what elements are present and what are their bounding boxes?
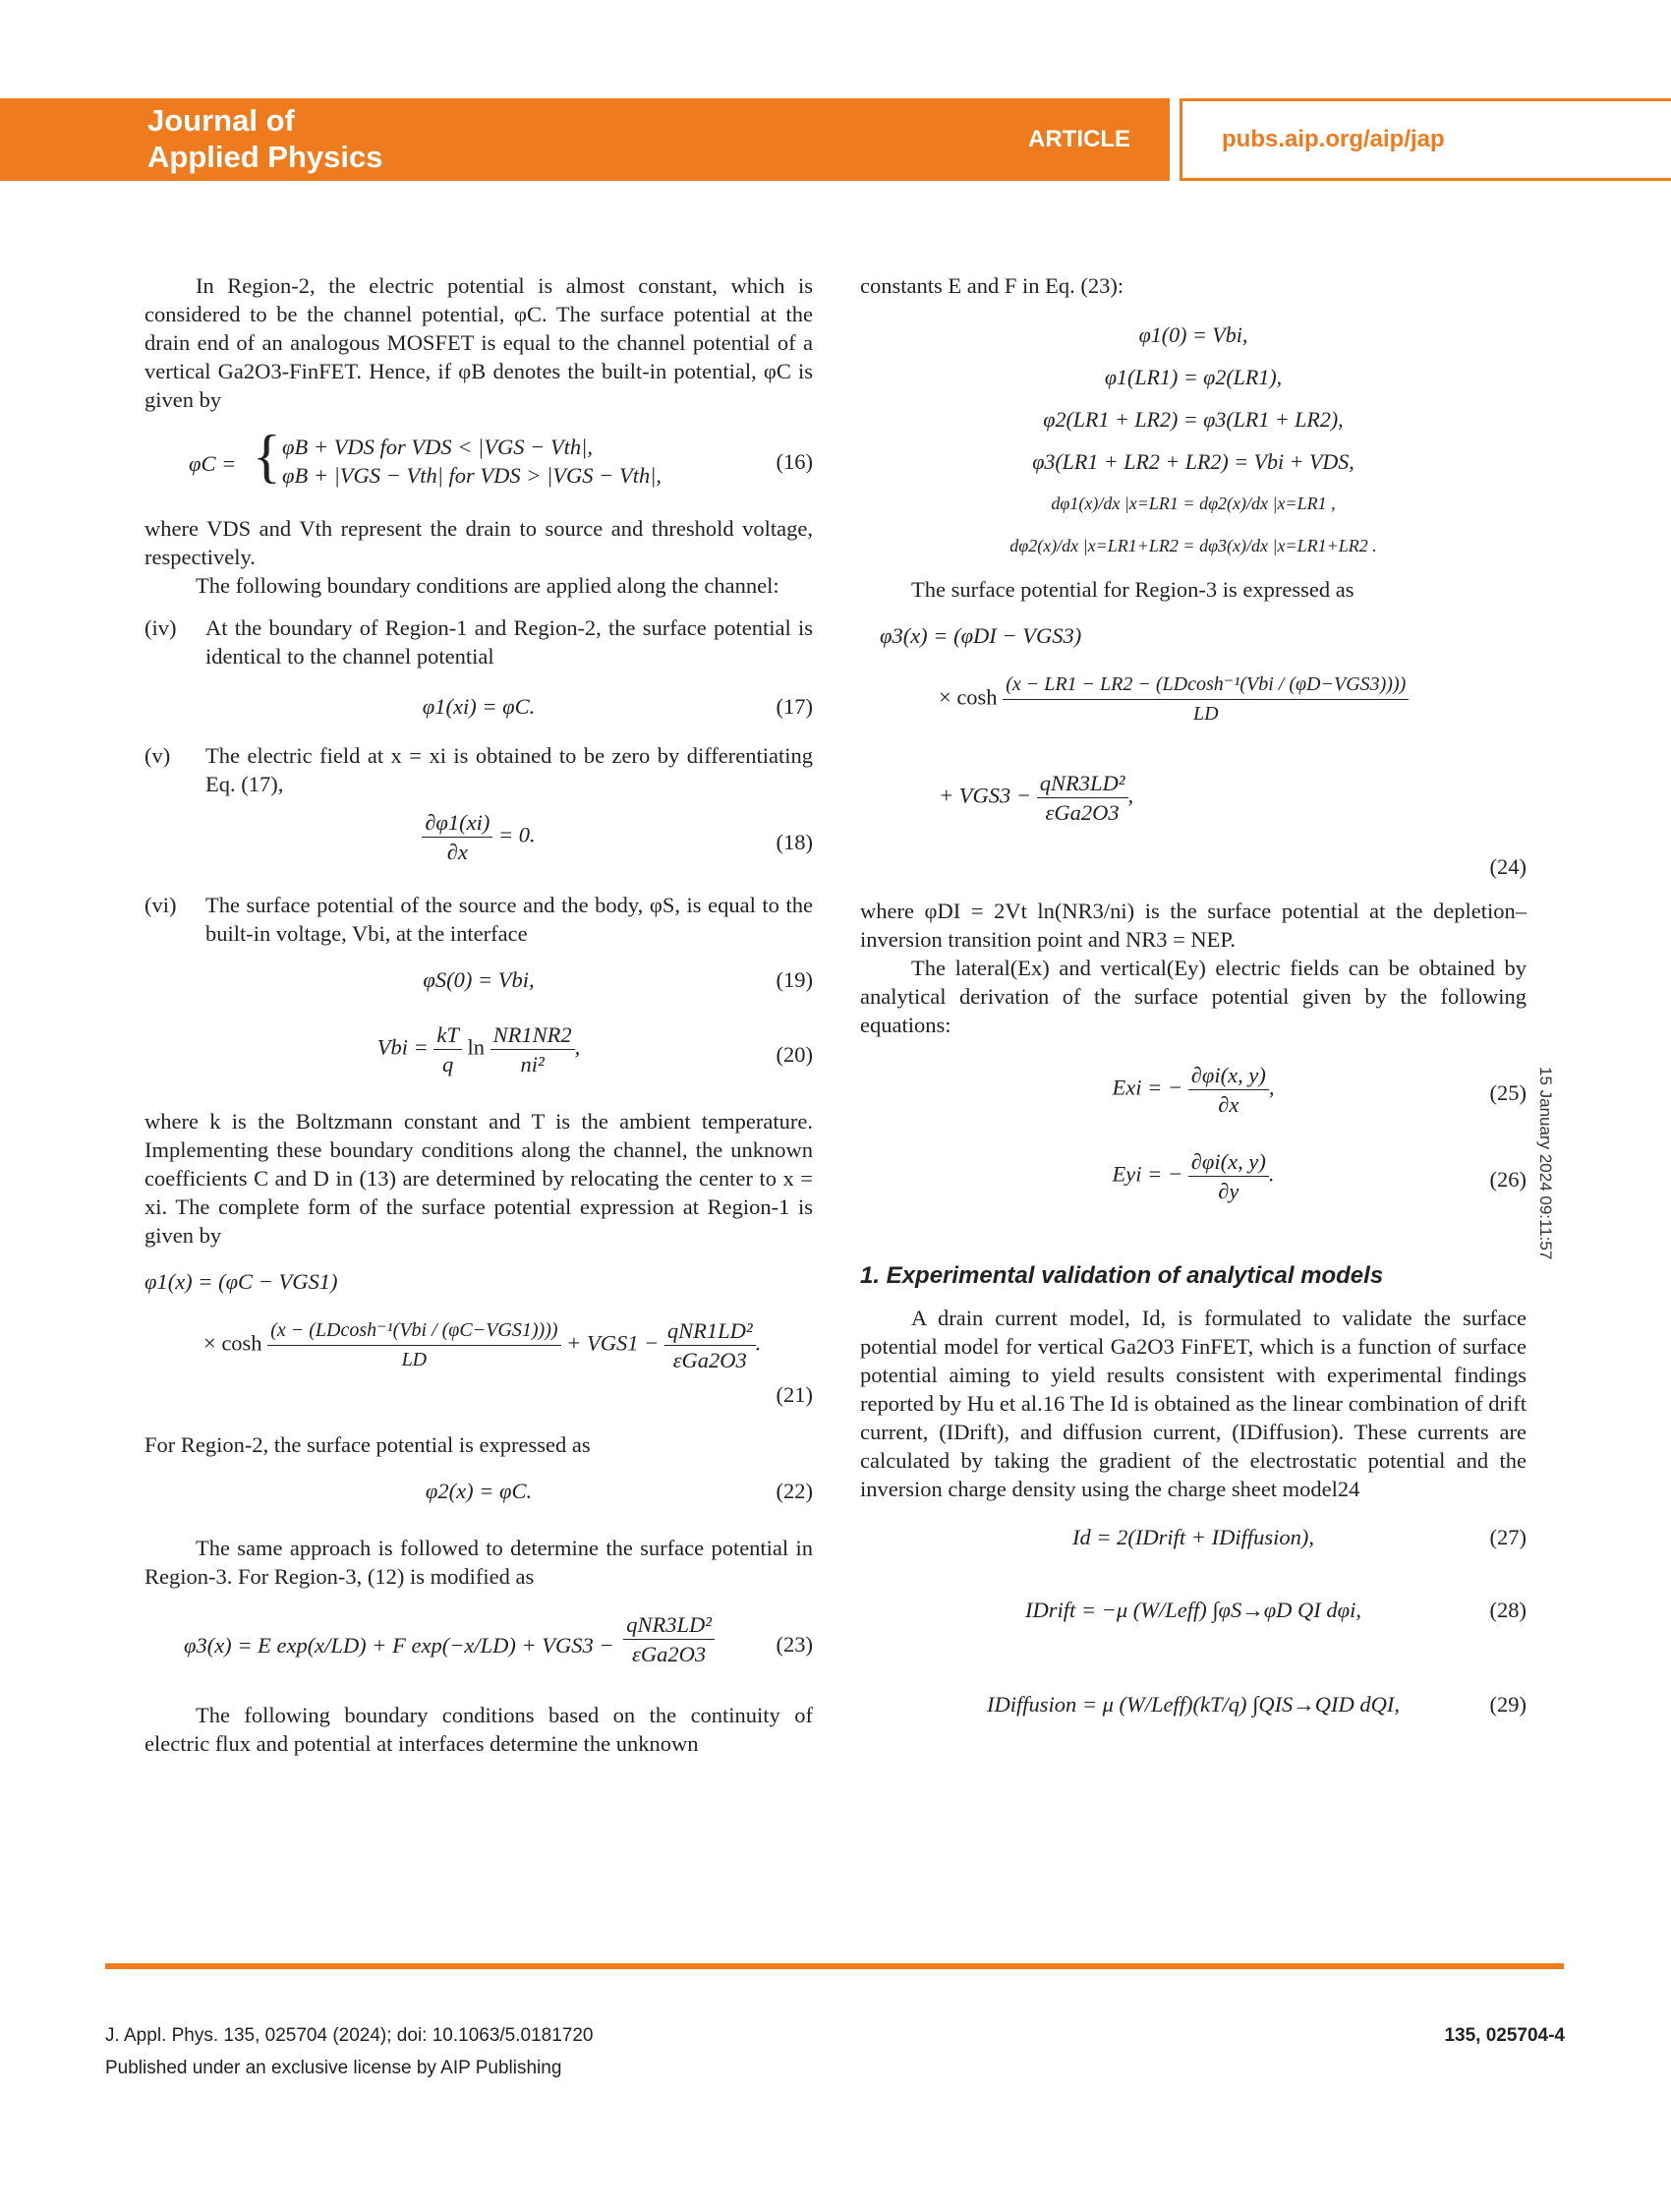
list-label: (vi): [144, 893, 177, 917]
boundary-conditions: [860, 314, 1527, 567]
eq21-fraction: [267, 1316, 560, 1374]
eq21-line1: φ1(x) = (φC − VGS1): [144, 1269, 338, 1294]
eq18-numerator: ∂φ1(xi): [422, 808, 492, 838]
paragraph: The same approach is followed to determine the surface potential in Region-3. For Region-3, (12) is modified as: [144, 1536, 813, 1589]
eq21-charge-numerator: qNR1LD²: [664, 1316, 756, 1346]
eq24-denominator: LD: [1192, 703, 1219, 725]
paragraph: The following boundary conditions based on the continuity of electric flux and potential at interfaces determine the unknown: [144, 1703, 813, 1756]
bc-line: φ2(LR1 + LR2) = φ3(LR1 + LR2),: [1043, 407, 1344, 432]
bc-line: φ1(LR1) = φ2(LR1),: [1104, 365, 1283, 389]
eq23-charge-fraction: [623, 1610, 715, 1668]
list-item: [144, 891, 813, 948]
equation-number: (28): [1489, 1598, 1527, 1622]
eq20-lhs: Vbi =: [376, 1034, 429, 1060]
eq23-body: φ3(x) = E exp(x/LD) + F exp(−x/LD) + VGS3 −: [184, 1632, 614, 1658]
journal-title-line2: Applied Physics: [147, 140, 383, 174]
footer-page-number: 135, 025704-4: [1444, 2025, 1565, 2046]
paragraph: A drain current model, Id, is formulated to validate the surface potential model for vertical Ga2O3 FinFET, which is a function of surface potential aiming to yield results consistent with experimental findings reported by Hu et al.16 The Id is obtained as the linear combination of drift current, (IDrift), and diffusion current, (IDiffusion). These currents are calculated by taking the gradient of the electrostatic potential and the inversion charge density using the charge sheet model24: [860, 1306, 1527, 1501]
eq18-fraction: [422, 808, 492, 866]
footer-citation[interactable]: J. Appl. Phys. 135, 025704 (2024); doi: 10.1063/5.0181720: [105, 2025, 594, 2046]
paragraph: The surface potential for Region-3 is expressed as: [911, 577, 1354, 602]
eq24-charge-numerator: qNR3LD²: [1037, 769, 1128, 798]
eq24-line3: + VGS3 − $\frac{\text{qNR3LD²}}{\text{εGa2O3}}$ ,: [939, 771, 1134, 825]
eq21-cosh: × cosh: [203, 1330, 262, 1356]
equation-number: (25): [1489, 1080, 1527, 1105]
equation-22: [144, 1477, 813, 1516]
equation-number: (29): [1489, 1692, 1527, 1717]
eq24-line1: φ3(x) = (φDI − VGS3): [880, 623, 1082, 648]
equation-16: [144, 424, 813, 498]
equation-number: (26): [1489, 1167, 1527, 1192]
eq21-denominator: LD: [401, 1349, 428, 1370]
equation-23: [144, 1610, 813, 1689]
equation-number: (16): [776, 449, 813, 474]
journal-title[interactable]: [147, 102, 382, 175]
equation-number: (27): [1489, 1525, 1527, 1549]
eq20-n-fraction: [490, 1020, 575, 1078]
eq25-numerator: ∂φi(x, y): [1188, 1061, 1269, 1090]
equation-number: (19): [776, 967, 813, 992]
bc-line: dφ1(x)/dx |x=LR1 = dφ2(x)/dx |x=LR1 ,: [1051, 494, 1336, 513]
eq20-ln: ln: [467, 1034, 486, 1060]
eq20-denominator: ni²: [520, 1052, 545, 1077]
eq25-denominator: ∂x: [1218, 1092, 1239, 1117]
download-timestamp: [1530, 1057, 1560, 1260]
equation-number: (17): [776, 694, 813, 719]
left-column: [144, 271, 813, 1758]
eq18-rhs: = 0.: [497, 822, 536, 847]
eq24-charge-denominator: εGa2O3: [1045, 800, 1120, 825]
eq25-fraction: [1188, 1061, 1269, 1119]
list-item: [144, 741, 813, 798]
eq21-numerator: (x − (LDcosh⁻¹(Vbi / (φC−VGS1)))): [267, 1316, 560, 1346]
brace: {: [253, 424, 281, 489]
list-text: The electric field at x = xi is obtained to be zero by differentiating Eq. (17),: [205, 743, 813, 796]
equation-25: Exi = − $\frac{\partial\varphi i(x, y)}{\partial x}$ , (25): [1112, 1063, 1527, 1117]
list-text: At the boundary of Region-1 and Region-2, the surface potential is identical to the channel potential: [205, 615, 813, 669]
bc-line: φ3(LR1 + LR2 + LR2) = Vbi + VDS,: [1032, 449, 1354, 474]
eq20-kt-fraction: [433, 1020, 462, 1078]
eq21-charge-denominator: εGa2O3: [672, 1348, 747, 1372]
journal-title-line1: Journal of: [147, 103, 295, 138]
equation-number: (18): [776, 830, 813, 854]
eq20-q: q: [442, 1052, 454, 1077]
section-heading: 1. Experimental validation of analytical models: [860, 1262, 1384, 1289]
eq24-charge-fraction: [1037, 769, 1128, 827]
journal-url-link[interactable]: pubs.aip.org/aip/jap: [1222, 126, 1445, 152]
eq28-body: IDrift = −μ (W/Leff) ∫φS→φD QI dφi,: [1024, 1598, 1361, 1622]
equation-20: Vbi = $\frac{kT}{q}$ ln $\frac{NR1NR2}{\text{ni²}}$ , (20): [376, 1022, 813, 1077]
article-label: ARTICLE: [1028, 126, 1130, 152]
paragraph: In Region-2, the electric potential is almost constant, which is considered to be the channel potential, φC. The surface potential at the drain end of an analogous MOSFET is equal to the channel potential of a vertical Ga2O3-FinFET. Hence, if φB denotes the built-in potential, φC is given by: [144, 273, 813, 412]
equation-number: (23): [776, 1632, 813, 1657]
equation-27: [860, 1523, 1527, 1562]
eq16-case-a: φB + VDS for VDS < |VGS − Vth|,: [282, 435, 593, 459]
paragraph: The lateral(Ex) and vertical(Ey) electric fields can be obtained by analytical derivation of the surface potential given by the following equations:: [860, 956, 1527, 1037]
equation-number: (20): [776, 1042, 813, 1067]
journal-header: [0, 98, 1671, 181]
eq20-kt: kT: [433, 1020, 462, 1050]
equation-17: [144, 684, 813, 729]
paragraph: The following boundary conditions are applied along the channel:: [196, 573, 779, 598]
eq24-tail: + VGS3 −: [939, 783, 1032, 808]
equation-21: [144, 1267, 813, 1415]
eq18-denominator: ∂x: [446, 840, 468, 864]
list-item: [144, 613, 813, 670]
eq26-numerator: ∂φi(x, y): [1188, 1147, 1269, 1177]
equation-28: [860, 1586, 1527, 1645]
eq24-line2: [939, 670, 1409, 728]
equation-24: [860, 621, 1527, 887]
equation-number: (24): [1489, 854, 1527, 879]
paragraph: where VDS and Vth represent the drain to source and threshold voltage, respectively.: [144, 516, 813, 569]
eq24-cosh: × cosh: [939, 684, 998, 710]
eq29-body: IDiffusion = μ (W/Leff)(kT/q) ∫QIS→QID dQI,: [986, 1692, 1401, 1717]
equation-19: [144, 965, 813, 1005]
eq27-body: Id = 2(IDrift + IDiffusion),: [1072, 1525, 1314, 1549]
paragraph: where φDI = 2Vt ln(NR3/ni) is the surface potential at the depletion–inversion transition point and NR3 = NEP.: [860, 899, 1527, 952]
eq24-fraction: [1003, 670, 1409, 728]
bc-line: dφ2(x)/dx |x=LR1+LR2 = dφ3(x)/dx |x=LR1+LR2 .: [1009, 536, 1377, 555]
eq26-denominator: ∂y: [1218, 1179, 1239, 1203]
list-text: The surface potential of the source and the body, φS, is equal to the built-in voltage, Vbi, at the interface: [205, 893, 813, 946]
eq23-charge-numerator: qNR3LD²: [623, 1610, 715, 1640]
eq16-case-b: φB + |VGS − Vth| for VDS > |VGS − Vth|,: [282, 463, 663, 488]
right-column: [860, 271, 1527, 1739]
timestamp-text: 15 January 2024 09:11:57: [1536, 1067, 1555, 1260]
eq21-tail: + VGS1 −: [566, 1330, 660, 1356]
eq24-numerator: (x − LR1 − LR2 − (LDcosh⁻¹(Vbi / (φD−VGS3)))): [1003, 670, 1409, 700]
footer-rule: [105, 1963, 1564, 1969]
eq19-body: φS(0) = Vbi,: [423, 967, 535, 992]
eq21-line2: × cosh $\frac{\text{(x − (LDcosh⁻¹(Vbi / (φC−VGS1))))}}{LD}$ + VGS1 − $\frac{\text{qNR1LD²}}{\text{εGa2O3}}$ .: [203, 1318, 762, 1372]
list-label: (v): [144, 743, 171, 768]
eq20-numerator: NR1NR2: [490, 1020, 575, 1050]
eq16-lhs: φC =: [189, 451, 237, 476]
footer-license: Published under an exclusive license by AIP Publishing: [105, 2058, 562, 2078]
paragraph: For Region-2, the surface potential is expressed as: [144, 1432, 591, 1457]
paragraph: where k is the Boltzmann constant and T is the ambient temperature. Implementing these boundary conditions along the channel, the unknown coefficients C and D in (13) are determined by relocating the center to x = xi. The complete form of the surface potential expression at Region-1 is given by: [144, 1109, 813, 1248]
eq25-lhs: Exi = −: [1112, 1075, 1183, 1100]
eq23-charge-denominator: εGa2O3: [632, 1642, 707, 1666]
equation-number: (21): [776, 1382, 813, 1407]
equation-26: Eyi = − $\frac{\partial\varphi i(x, y)}{\partial y}$ . (26): [1112, 1149, 1527, 1203]
eq21-charge-fraction: [664, 1316, 756, 1374]
equation-18: [144, 808, 813, 877]
eq26-fraction: [1188, 1147, 1269, 1205]
eq22-body: φ2(x) = φC.: [425, 1479, 533, 1503]
equation-29: [860, 1680, 1527, 1739]
eq17-body: φ1(xi) = φC.: [422, 694, 536, 719]
eq26-lhs: Eyi = −: [1112, 1161, 1183, 1187]
equation-number: (22): [776, 1479, 813, 1503]
list-label: (iv): [144, 615, 177, 640]
bc-line: φ1(0) = Vbi,: [1138, 322, 1248, 347]
paragraph: constants E and F in Eq. (23):: [860, 273, 1124, 298]
